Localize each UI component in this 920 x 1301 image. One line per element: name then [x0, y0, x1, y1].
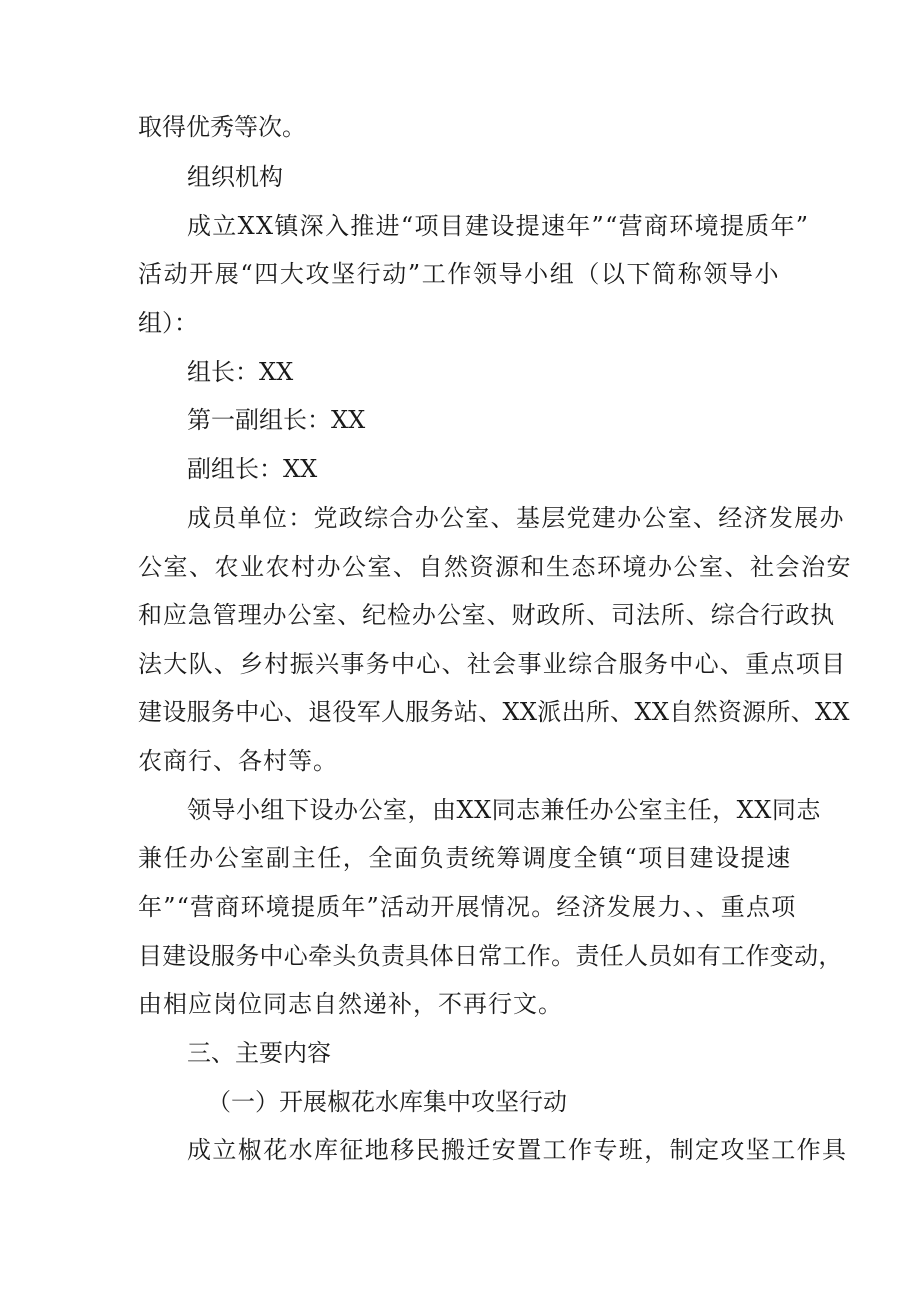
- text-line: 成员单位：党政综合办公室、基层党建办公室、经济发展办: [187, 504, 845, 532]
- text-line: 兼任办公室副主任，全面负责统筹调度全镇“项目建设提速: [138, 844, 792, 872]
- first-deputy-leader-line: 第一副组长：XX: [187, 406, 366, 434]
- text-line: 建设服务中心、退役军人服务站、XX派出所、XX自然资源所、XX: [138, 698, 850, 726]
- text-line: 目建设服务中心牵头负责具体日常工作。责任人员如有工作变动，: [138, 942, 843, 970]
- text-line: 公室、农业农村办公室、自然资源和生态环境办公室、社会治安: [138, 553, 852, 581]
- text-line: 年”“营商环境提质年”活动开展情况。经济发展力、、重点项: [138, 893, 797, 921]
- text-line: 领导小组下设办公室，由XX同志兼任办公室主任，XX同志: [187, 796, 821, 824]
- subsection-heading: （一）开展椒花水库集中攻坚行动: [207, 1088, 567, 1116]
- text-line: 成立XX镇深入推进“项目建设提速年”“营商环境提质年”: [187, 212, 810, 240]
- text-line: 取得优秀等次。: [138, 113, 306, 141]
- text-line: 成立椒花水库征地移民搬迁安置工作专班，制定攻坚工作具: [187, 1136, 848, 1164]
- text-line: 由相应岗位同志自然递补，不再行文。: [138, 990, 563, 1018]
- text-line: 活动开展“四大攻坚行动”工作领导小组（以下简称领导小: [138, 260, 781, 288]
- section-heading: 三、主要内容: [187, 1039, 331, 1067]
- text-line: 和应急管理办公室、纪检办公室、财政所、司法所、综合行政执: [138, 601, 836, 629]
- text-line: 农商行、各村等。: [138, 747, 338, 775]
- text-line: 法大队、乡村振兴事务中心、社会事业综合服务中心、重点项目: [138, 650, 847, 678]
- deputy-leader-line: 副组长：XX: [187, 455, 318, 483]
- text-line: 组）：: [138, 309, 198, 337]
- section-heading: 组织机构: [187, 163, 283, 191]
- leader-line: 组长：XX: [187, 358, 294, 386]
